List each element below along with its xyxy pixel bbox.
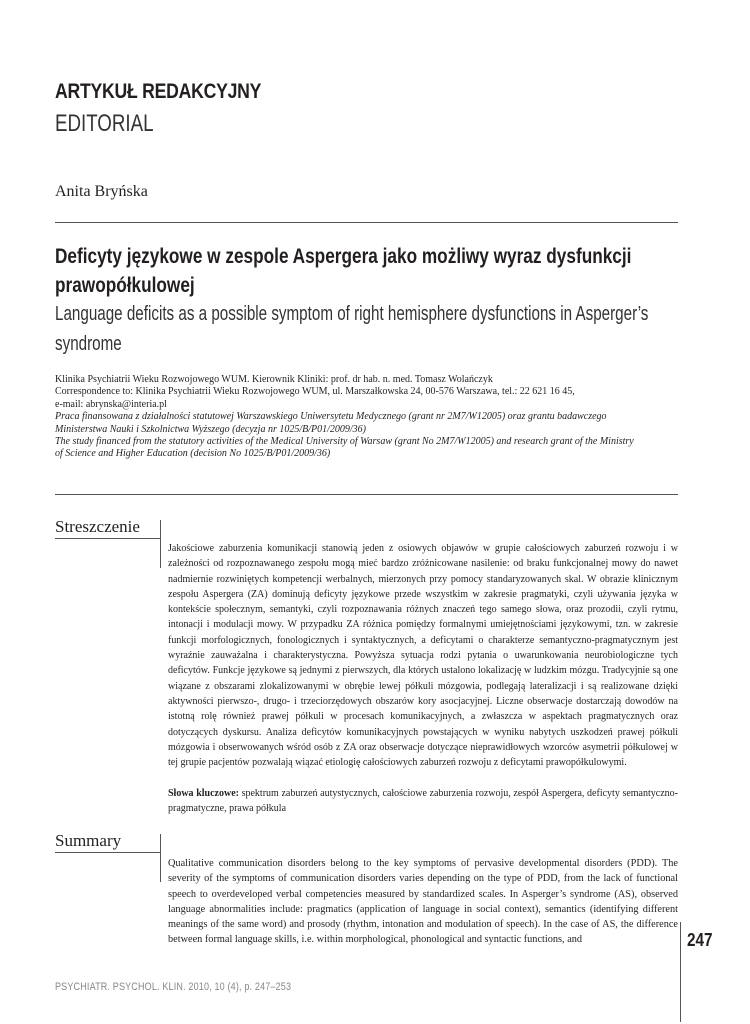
funding-en-line-2: of Science and Higher Education (decision No 1025/B/P01/2009/36) [55, 448, 331, 460]
article-title-en: Language deficits as a possible symptom of right hemisphere dysfunctions in Asperger’s syndrome [55, 303, 649, 355]
heading-bracket [160, 520, 161, 568]
journal-citation-footer: PSYCHIATR. PSYCHOL. KLIN. 2010, 10 (4), p. 247–253 [55, 981, 292, 993]
abstract-pl-text: Jakościowe zaburzenia komunikacji stanowią jeden z osiowych objawów w grupie całościowych zaburzeń rozwoju i w zależności od rozpoznawanego zespołu mogą mieć bardzo zróżnicowane nasilenie: od braku funkcjonalnej mowy do nawet nadmiernie rozwiniętych kompetencji werbalnych, mierzonych przy pomocy standaryzowanych skal. W obrazie klinicznym zespołu Aspergera (ZA) dominują deficyty językowe przede wszystkim w zakresie pragmatyki, czyli używania języka w kontekście społecznym, semantyki, czyli rozpoznawania różnych znaczeń tego samego słowa, oraz prozodii, czyli rytmu, intonacji i modulacji mowy. W przypadku ZA różnica pomiędzy formalnymi umiejętnościami językowymi, tzn. w zakresie funkcji morfologicznych, fonologicznych i syntaktycznych, a deficytami o charakterze semantyczno-pragmatycznym jest wyraźnie zauważalna i charakterystyczna. Powyższa sytuacja rodzi pytania o uwarunkowania neurobiologiczne tych deficytów. Funkcje językowe są jednymi z pierwszych, dla których ustalono lokalizację w ludzkim mózgu. Tradycyjnie są one wiązane z obszarami zlokalizowanymi w obrębie lewej półkuli mózgowia, podlegają lateralizacji i są realizowane dzięki aktywności pierwszo-, drugo- i trzeciorzędowych obszarów kory asocjacyjnej. Liczne obserwacje dostarczają dowodów na istotną rolę również prawej półkuli w procesach komunikacyjnych, a zwłaszcza w aspektach pragmatycznych oraz dotyczących dyskursu. Analiza deficytów komunikacyjnych powstających w wyniku nabytych uszkodzeń prawej półkuli mózgowia i obserwowanych wśród osób z ZA oraz obserwacje dotyczące nieprawidłowych wzorców asymetrii półkulowej w tej grupie pacjentów pozwalają wiązać etiologię całościowych zaburzeń rozwoju z deficytami prawopółkulowymi. [168, 543, 678, 769]
page-number: 247 [687, 930, 713, 950]
abstract-en-text: Qualitative communication disorders belong to the key symptoms of pervasive developmental disorders (PDD). The severity of the symptoms of communication disorders varies depending on the type of PDD, from the lack of functional speech to overdeveloped verbal competencies measured by standardized scales. In Asperger’s syndrome (AS), observed language abnormalities include: pragmatics (application of language in social context), semantics (identifying different meanings of the same word) and prosody (rhythm, intonation and modulation of speech). In the case of AS, the difference between formal language skills, i.e. within morphological, phonological and syntactic functions, and [168, 858, 678, 946]
heading-underline [55, 852, 161, 853]
author-name: Anita Bryńska [55, 183, 148, 200]
divider [55, 494, 678, 495]
funding-pl-line-1: Praca finansowana z działalności statutowej Warszawskiego Uniwersytetu Medycznego (grant nr 2M7/W12005) oraz grantu badawczego [55, 411, 607, 423]
section-label-en: EDITORIAL [55, 110, 154, 137]
heading-bracket [160, 834, 161, 882]
keywords-paragraph [168, 786, 678, 817]
affiliation-email[interactable]: e-mail: abrynska@interia.pl [55, 398, 167, 410]
affiliation-clinic: Klinika Psychiatrii Wieku Rozwojowego WUM. Kierownik Kliniki: prof. dr hab. n. med. Tomasz Wolańczyk [55, 374, 493, 385]
funding-pl-line-2: Ministerstwa Nauki i Szkolnictwa Wyższego (decyzja nr 1025/B/P01/2009/36) [55, 423, 366, 435]
page-edge-line [680, 922, 681, 1022]
section-label: ARTYKUŁ REDAKCYJNY [55, 80, 262, 103]
affiliation-block [55, 374, 675, 461]
heading-underline [55, 538, 161, 539]
keywords-label: Słowa kluczowe: [168, 788, 239, 799]
abstract-en-heading: Summary [55, 831, 122, 850]
abstract-pl-heading: Streszczenie [55, 517, 140, 536]
funding-en-line-1: The study financed from the statutory activities of the Medical University of Warsaw (grant No 2M7/W12005) and research grant of the Ministry [55, 436, 634, 448]
keywords-list: spektrum zaburzeń autystycznych, całościowe zaburzenia rozwoju, zespół Aspergera, deficyty semantyczno-pragmatyczne, prawa półkula [168, 788, 678, 815]
article-title-pl: Deficyty językowe w zespole Aspergera jako możliwy wyraz dysfunkcji prawopółkulowej [55, 245, 632, 297]
affiliation-correspondence: Correspondence to: Klinika Psychiatrii Wieku Rozwojowego WUM, ul. Marszałkowska 24, 00-576 Warszawa, tel.: 22 621 16 45, [55, 386, 575, 398]
divider [55, 222, 678, 223]
